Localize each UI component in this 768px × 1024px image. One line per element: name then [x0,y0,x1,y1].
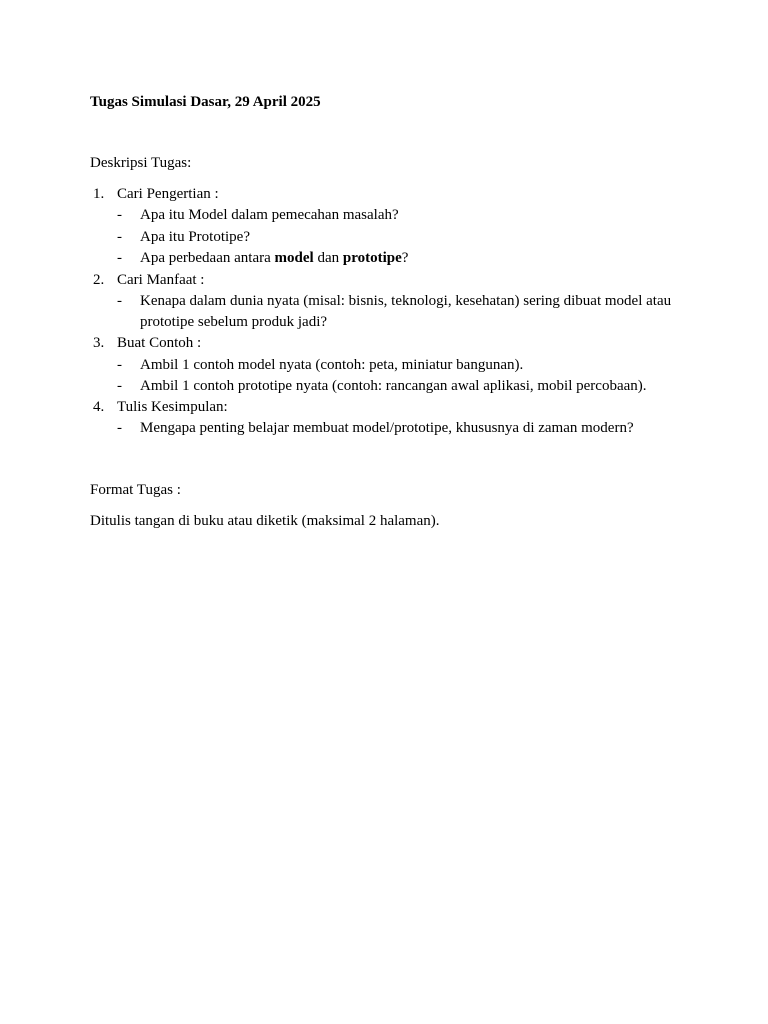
sub-bullet: - [117,357,122,373]
format-text: Ditulis tangan di buku atau diketik (maksimal 2 halaman). [90,513,440,529]
sub-bullet: - [117,207,122,223]
bold-term-model: model [274,250,314,266]
item-label: Buat Contoh : [117,335,202,351]
item-number: 2. [93,272,105,288]
description-label: Deskripsi Tugas: [90,155,192,171]
item-label: Tulis Kesimpulan: [117,399,228,415]
sub-item-text: Apa perbedaan antara [140,250,275,266]
sub-item: Ambil 1 contoh prototipe nyata (contoh: rancangan awal aplikasi, mobil percobaan). [140,378,647,394]
sub-item: Apa itu Prototipe? [140,229,250,245]
item-number: 4. [93,399,105,415]
item-label: Cari Manfaat : [117,272,205,288]
bold-term-prototipe: prototipe [342,250,402,266]
sub-item [140,248,408,269]
item-number: 3. [93,335,105,351]
sub-item: Ambil 1 contoh model nyata (contoh: peta, miniatur bangunan). [140,357,524,373]
item-number: 1. [93,186,105,202]
sub-item: Kenapa dalam dunia nyata (misal: bisnis, teknologi, kesehatan) sering dibuat model atau prototipe sebelum produk jadi? [140,293,672,330]
sub-bullet: - [117,250,122,266]
sub-bullet: - [117,378,122,394]
sub-item: Mengapa penting belajar membuat model/prototipe, khususnya di zaman modern? [140,420,634,436]
sub-bullet: - [117,229,122,245]
sub-bullet: - [117,420,122,436]
document-title: Tugas Simulasi Dasar, 29 April 2025 [90,94,321,110]
sub-bullet: - [117,293,122,309]
item-label: Cari Pengertian : [117,186,219,202]
format-label: Format Tugas : [90,482,181,498]
sub-item-text: ? [401,250,409,266]
sub-item: Apa itu Model dalam pemecahan masalah? [140,207,399,223]
sub-item-text: dan [313,250,343,266]
